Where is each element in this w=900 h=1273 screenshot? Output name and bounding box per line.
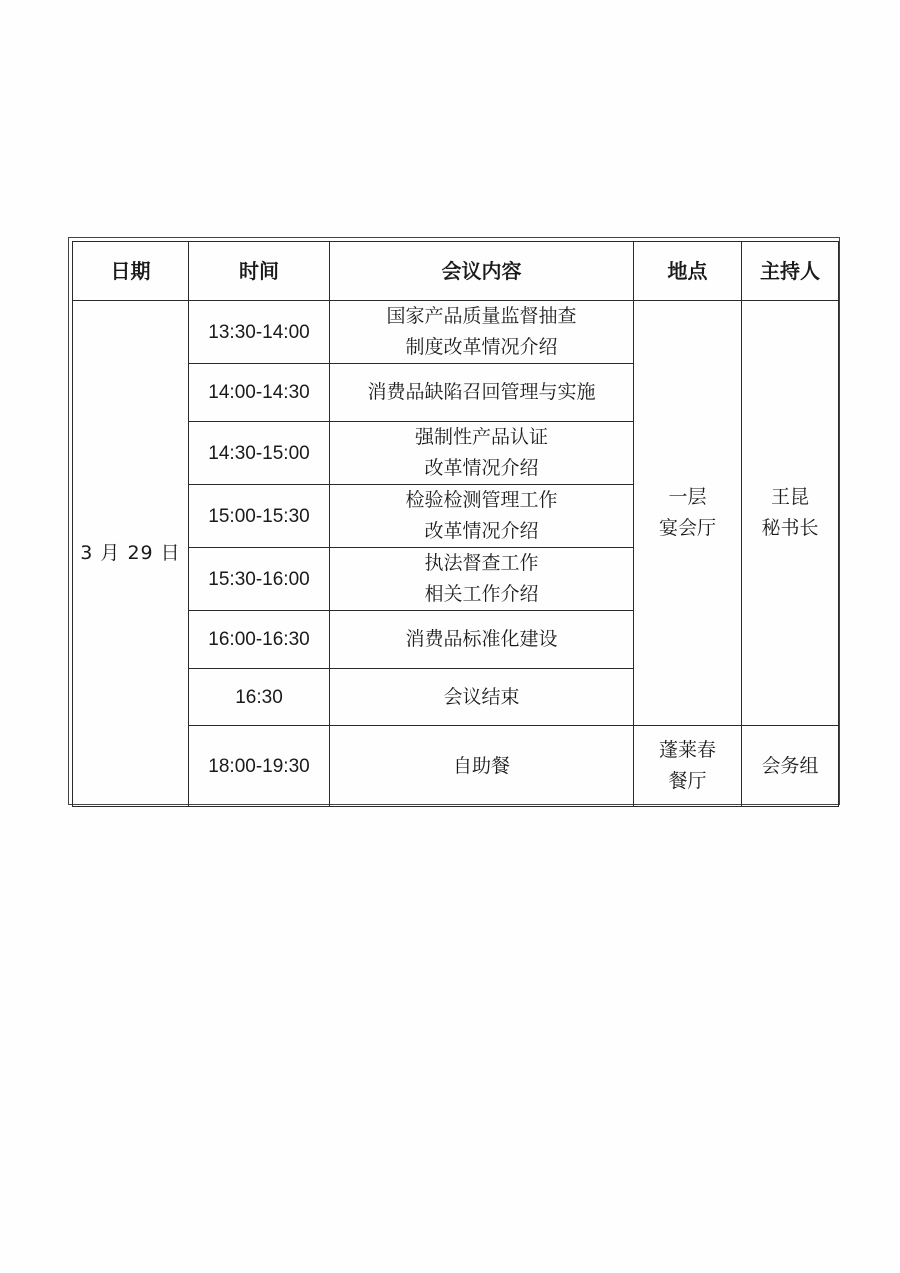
content-line: 检验检测管理工作 — [405, 489, 558, 511]
header-row — [73, 242, 839, 301]
content-cell — [330, 485, 634, 548]
content-line: 消费品标准化建设 — [405, 628, 558, 650]
content-line: 强制性产品认证 — [414, 426, 548, 448]
schedule-frame — [68, 237, 840, 805]
content-line: 制度改革情况介绍 — [405, 336, 558, 358]
time-cell: 16:00-16:30 — [189, 611, 330, 669]
content-cell — [330, 669, 634, 726]
header-host: 主持人 — [742, 242, 839, 301]
content-cell — [330, 301, 634, 364]
header-date: 日期 — [73, 242, 189, 301]
table-row — [73, 301, 839, 364]
location-line: 蓬莱春 — [658, 739, 716, 761]
dinner-location-cell — [634, 726, 742, 807]
host-cell — [742, 301, 839, 726]
content-cell — [330, 364, 634, 422]
content-line: 消费品缺陷召回管理与实施 — [367, 381, 596, 403]
content-line: 执法督查工作 — [424, 552, 539, 574]
location-line: 宴会厅 — [658, 517, 716, 539]
host-line: 王昆 — [770, 486, 809, 508]
content-line: 改革情况介绍 — [424, 457, 539, 479]
content-line: 自助餐 — [452, 754, 510, 777]
dinner-host-cell — [742, 726, 839, 807]
header-location: 地点 — [634, 242, 742, 301]
content-line: 国家产品质量监督抽查 — [386, 305, 577, 327]
time-cell: 16:30 — [189, 669, 330, 726]
time-cell: 18:00-19:30 — [189, 726, 330, 807]
time-cell: 13:30-14:00 — [189, 301, 330, 364]
host-line: 会务组 — [761, 754, 819, 777]
location-cell — [634, 301, 742, 726]
content-cell — [330, 422, 634, 485]
content-line: 改革情况介绍 — [424, 520, 539, 542]
content-line: 会议结束 — [443, 685, 520, 708]
time-cell: 14:30-15:00 — [189, 422, 330, 485]
time-cell: 15:00-15:30 — [189, 485, 330, 548]
content-cell — [330, 611, 634, 669]
location-line: 餐厅 — [668, 770, 707, 792]
time-cell: 14:00-14:30 — [189, 364, 330, 422]
content-line: 相关工作介绍 — [424, 583, 539, 605]
content-cell — [330, 726, 634, 807]
location-line: 一层 — [668, 486, 707, 508]
header-time: 时间 — [189, 242, 330, 301]
host-line: 秘书长 — [761, 517, 819, 539]
header-content: 会议内容 — [330, 242, 634, 301]
content-cell — [330, 548, 634, 611]
date-cell: 3 月 29 日 — [73, 301, 189, 807]
schedule-table — [72, 241, 839, 807]
time-cell: 15:30-16:00 — [189, 548, 330, 611]
